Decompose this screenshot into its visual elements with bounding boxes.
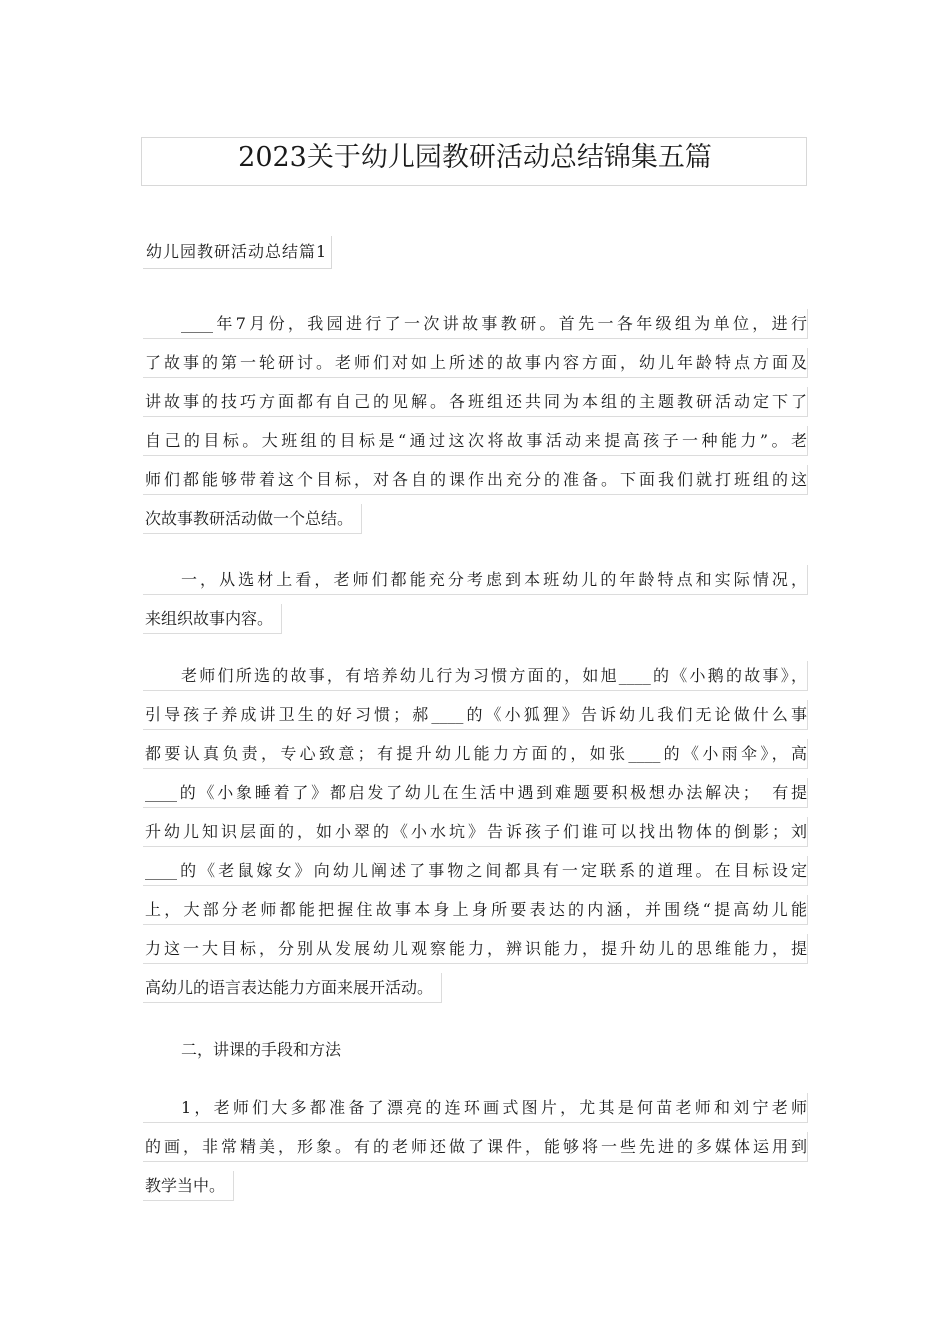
text-line: 都要认真负责，专心致意；有提升幼儿能力方面的，如张____的《小雨伞》，高 xyxy=(143,739,808,769)
paragraph-story-choices xyxy=(143,661,808,1016)
text-line: 来组织故事内容。 xyxy=(143,604,282,634)
text-line: 自己的目标。大班组的目标是“通过这次将故事活动来提高孩子一种能力”。老 xyxy=(143,426,808,456)
text-line: 讲故事的技巧方面都有自己的见解。各班组还共同为本组的主题教研活动定下了 xyxy=(143,387,808,417)
paragraph-intro xyxy=(143,309,808,547)
paragraph-teaching-methods xyxy=(143,1093,808,1214)
document-title: 2023关于幼儿园教研活动总结锦集五篇 xyxy=(238,142,712,173)
paragraph-point-two-heading xyxy=(143,1035,808,1077)
text-line: 1，老师们大多都准备了漂亮的连环画式图片，尤其是何苗老师和刘宁老师 xyxy=(143,1093,808,1123)
text-line: 引导孩子养成讲卫生的好习惯；郝____的《小狐狸》告诉幼儿我们无论做什么事 xyxy=(143,700,808,730)
paragraph-point-one xyxy=(143,565,808,647)
text-line: 高幼儿的语言表达能力方面来展开活动。 xyxy=(143,973,442,1003)
text-line: ____的《小象睡着了》都启发了幼儿在生活中遇到难题要积极想办法解决； 有提 xyxy=(143,778,808,808)
text-line: 力这一大目标，分别从发展幼儿观察能力，辨识能力，提升幼儿的思维能力，提 xyxy=(143,934,808,964)
text-line: ____的《老鼠嫁女》向幼儿阐述了事物之间都具有一定联系的道理。在目标设定 xyxy=(143,856,808,886)
text-line: 二，讲课的手段和方法 xyxy=(181,1040,342,1059)
text-line: ____年7月份，我园进行了一次讲故事教研。首先一各年级组为单位，进行 xyxy=(143,309,808,339)
text-line: 的画，非常精美，形象。有的老师还做了课件，能够将一些先进的多媒体运用到 xyxy=(143,1132,808,1162)
text-line: 次故事教研活动做一个总结。 xyxy=(143,504,362,534)
text-line: 了故事的第一轮研讨。老师们对如上所述的故事内容方面，幼儿年龄特点方面及 xyxy=(143,348,808,378)
text-line: 老师们所选的故事，有培养幼儿行为习惯方面的，如旭____的《小鹅的故事》， xyxy=(143,661,808,691)
text-line: 一，从选材上看，老师们都能充分考虑到本班幼儿的年龄特点和实际情况， xyxy=(143,565,808,595)
text-line: 升幼儿知识层面的，如小翠的《小水坑》告诉孩子们谁可以找出物体的倒影；刘 xyxy=(143,817,808,847)
text-line: 师们都能够带着这个目标，对各自的课作出充分的准备。下面我们就打班组的这 xyxy=(143,465,808,495)
section-heading: 幼儿园教研活动总结篇1 xyxy=(143,236,332,269)
text-line: 上，大部分老师都能把握住故事本身上身所要表达的内涵，并围绕“提高幼儿能 xyxy=(143,895,808,925)
text-line: 教学当中。 xyxy=(143,1171,234,1201)
